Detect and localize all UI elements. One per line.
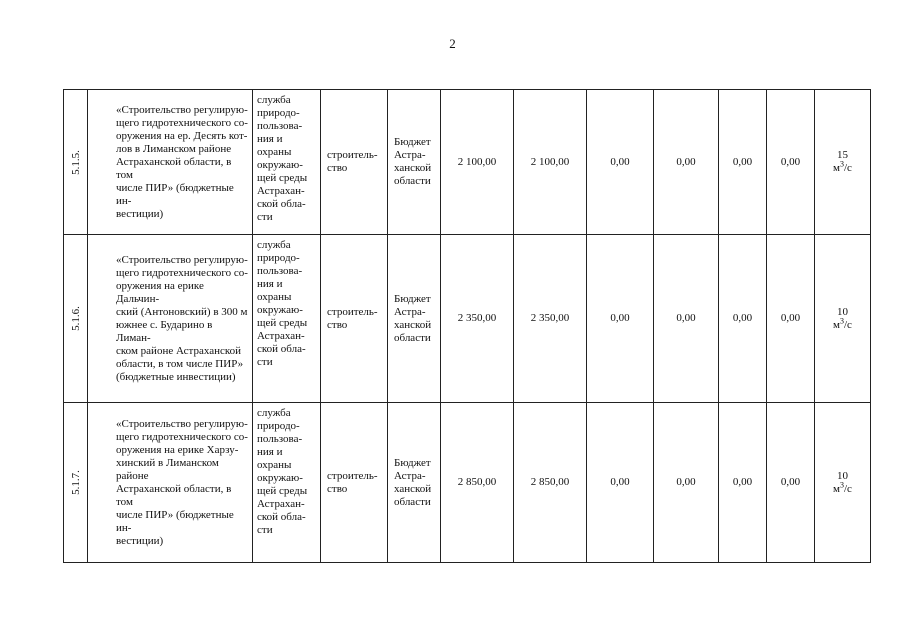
work-type-cell (321, 235, 388, 403)
amount-cell: 0,00 (654, 403, 719, 563)
work-type-cell (321, 403, 388, 563)
funding-source: Бюджет Астра- ханской области (394, 292, 432, 344)
amount-cell: 2 850,00 (514, 403, 587, 563)
amount-cell: 0,00 (767, 90, 815, 235)
row-number: 5.1.7. (69, 470, 82, 495)
row-number-cell (64, 235, 88, 403)
amount-cell: 0,00 (719, 235, 767, 403)
capacity-unit: $м^3/с$ (833, 315, 852, 331)
capacity-unit: $м^3/с$ (833, 479, 852, 495)
responsible-cell (253, 235, 321, 403)
funding-source: Бюджет Астра- ханской области (394, 456, 432, 508)
amount-cell: 2 350,00 (514, 235, 587, 403)
capacity-cell (815, 403, 871, 563)
responsible-cell (253, 90, 321, 235)
project-name-cell (88, 235, 253, 403)
amount-cell: 0,00 (767, 403, 815, 563)
amount-cell: 2 100,00 (441, 90, 514, 235)
amount-cell: 0,00 (587, 90, 654, 235)
capacity-value: 15 (837, 149, 848, 161)
row-number: 5.1.6. (69, 306, 82, 331)
amount-cell: 2 350,00 (441, 235, 514, 403)
funding-source: Бюджет Астра- ханской области (394, 136, 432, 187)
amount-cell: 0,00 (719, 403, 767, 563)
funding-source-cell (388, 90, 441, 235)
work-type: строитель- ство (327, 305, 378, 331)
amount-cell: 0,00 (654, 90, 719, 235)
amount-cell: 2 850,00 (441, 403, 514, 563)
capacity-cell (815, 235, 871, 403)
project-name: «Строительство регулирую- щего гидротехнического со- оружения на ерике Харзу- хинский в Лиманском районе Астраханской области, в том числе ПИР» (бюджетные ин- вестиции) (116, 417, 248, 547)
responsible-cell (253, 403, 321, 563)
work-type: строитель- ство (327, 469, 378, 495)
table-row (64, 235, 871, 403)
table-row (64, 403, 871, 563)
amount-cell: 0,00 (767, 235, 815, 403)
page-number: 2 (449, 36, 456, 51)
responsible-executor: служба природо- пользова- ния и охраны окружаю- щей среды Астрахан- ской обла- сти (257, 407, 308, 536)
project-name-cell (88, 403, 253, 563)
project-name: «Строительство регулирую- щего гидротехнического со- оружения на ер. Десять кот- лов в Лиманском районе Астраханской области, в том числе ПИР» (бюджетные ин- вестиции) (116, 103, 248, 220)
row-number-cell (64, 90, 88, 235)
capacity-value: 10 (837, 305, 848, 318)
capacity-cell (815, 90, 871, 235)
work-type-cell (321, 90, 388, 235)
amount-cell: 0,00 (587, 403, 654, 563)
responsible-executor: служба природо- пользова- ния и охраны окружаю- щей среды Астрахан- ской обла- сти (257, 94, 308, 223)
table-row (64, 90, 871, 235)
investment-table (63, 89, 871, 563)
amount-cell: 0,00 (587, 235, 654, 403)
funding-source-cell (388, 235, 441, 403)
capacity-value: 10 (837, 469, 848, 482)
project-name: «Строительство регулирую- щего гидротехнического со- оружения на ерике Дальчин- ский (Антоновский) в 300 м южнее с. Бударино в Лиман- ском районе Астраханской области, в том числе ПИР» (бюджетные инвестиции) (116, 253, 248, 383)
capacity-unit: $м^3/с$ (833, 159, 852, 174)
amount-cell: 0,00 (654, 235, 719, 403)
row-number: 5.1.5. (69, 149, 82, 175)
responsible-executor: служба природо- пользова- ния и охраны окружаю- щей среды Астрахан- ской обла- сти (257, 239, 308, 368)
work-type: строитель- ство (327, 149, 378, 174)
funding-source-cell (388, 403, 441, 563)
project-name-cell (88, 90, 253, 235)
amount-cell: 0,00 (719, 90, 767, 235)
row-number-cell (64, 403, 88, 563)
amount-cell: 2 100,00 (514, 90, 587, 235)
